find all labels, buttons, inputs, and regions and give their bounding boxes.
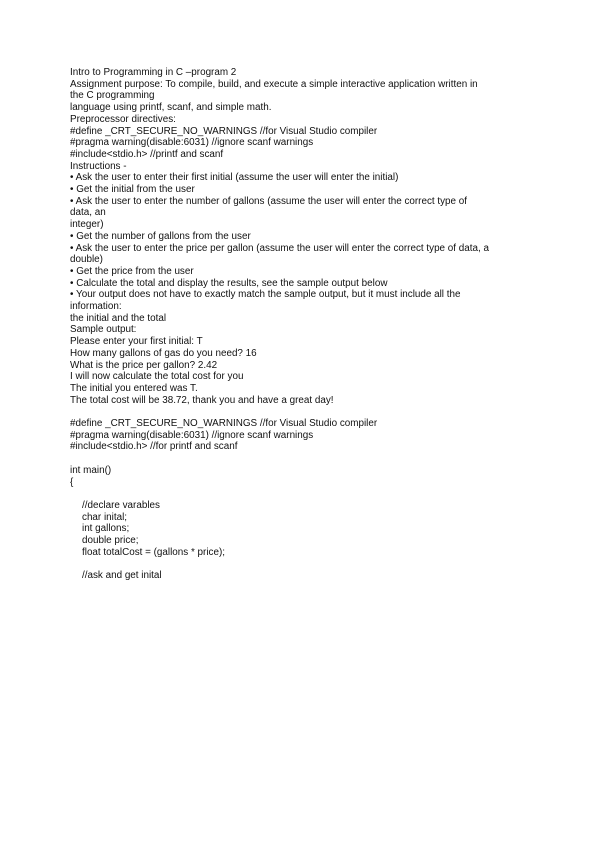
sample-output-line: Please enter your first initial: T — [70, 336, 203, 348]
assignment-purpose-line-1: Assignment purpose: To compile, build, and execute a simple interactive application written in — [70, 78, 478, 90]
sample-output-line: The total cost will be 38.72, thank you and have a great day! — [70, 394, 334, 406]
blank-line — [70, 453, 540, 465]
instruction-line: information: — [70, 301, 122, 313]
sample-output-line: The initial you entered was T. — [70, 382, 198, 394]
code-declare-comment: //declare varables — [82, 499, 160, 511]
instruction-line: • Ask the user to enter the price per gallon (assume the user will enter the correct type of data, a — [70, 242, 489, 254]
code-pragma-line: #pragma warning(disable:6031) //ignore scanf warnings — [70, 429, 314, 441]
code-declaration-line: int gallons; — [82, 523, 130, 535]
code-include-line: #include<stdio.h> //for printf and scanf — [70, 441, 238, 453]
blank-line — [70, 558, 540, 570]
instruction-line: • Get the initial from the user — [70, 184, 195, 196]
code-section — [70, 418, 540, 582]
assignment-purpose-line-2: the C programming — [70, 90, 155, 102]
instruction-line: • Ask the user to enter their first initial (assume the user will enter the initial) — [70, 172, 399, 184]
preprocessor-define-line: #define _CRT_SECURE_NO_WARNINGS //for Visual Studio compiler — [70, 125, 378, 137]
code-main-signature: int main() — [70, 464, 112, 476]
code-declaration-line: float totalCost = (gallons * price); — [82, 546, 225, 558]
instruction-line: integer) — [70, 219, 104, 231]
sample-output-line: How many gallons of gas do you need? 16 — [70, 347, 257, 359]
instruction-line: • Your output does not have to exactly match the sample output, but it must include all the — [70, 289, 461, 301]
instruction-line: the initial and the total — [70, 312, 167, 324]
instructions-section — [70, 161, 540, 325]
code-declaration-line: char inital; — [82, 511, 128, 523]
document-title: Intro to Programming in C –program 2 — [70, 67, 237, 78]
code-define-line: #define _CRT_SECURE_NO_WARNINGS //for Visual Studio compiler — [70, 418, 378, 430]
blank-line — [70, 488, 540, 500]
code-ask-comment: //ask and get inital — [82, 570, 162, 582]
instruction-line: • Get the price from the user — [70, 265, 194, 277]
sample-output-heading: Sample output: — [70, 324, 137, 336]
preprocessor-heading: Preprocessor directives: — [70, 113, 176, 125]
preprocessor-pragma-line: #pragma warning(disable:6031) //ignore scanf warnings — [70, 137, 314, 149]
preprocessor-section — [70, 114, 540, 161]
instruction-line: • Calculate the total and display the results, see the sample output below — [70, 277, 388, 289]
code-open-brace: { — [70, 476, 74, 488]
sample-output-line: I will now calculate the total cost for you — [70, 371, 244, 383]
document-content — [70, 67, 540, 582]
instruction-line: • Ask the user to enter the number of gallons (assume the user will enter the correct type of — [70, 195, 468, 207]
instruction-line: double) — [70, 254, 103, 266]
instruction-line: data, an — [70, 207, 106, 219]
blank-line — [70, 406, 540, 418]
code-declaration-line: double price; — [82, 535, 139, 547]
sample-output-section — [70, 324, 540, 406]
preprocessor-include-line: #include<stdio.h> //printf and scanf — [70, 148, 224, 160]
instructions-heading: Instructions - — [70, 160, 127, 172]
assignment-purpose-line-3: language using printf, scanf, and simple math. — [70, 102, 272, 114]
instruction-line: • Get the number of gallons from the user — [70, 230, 251, 242]
header-section — [70, 67, 540, 114]
sample-output-line: What is the price per gallon? 2.42 — [70, 359, 218, 371]
